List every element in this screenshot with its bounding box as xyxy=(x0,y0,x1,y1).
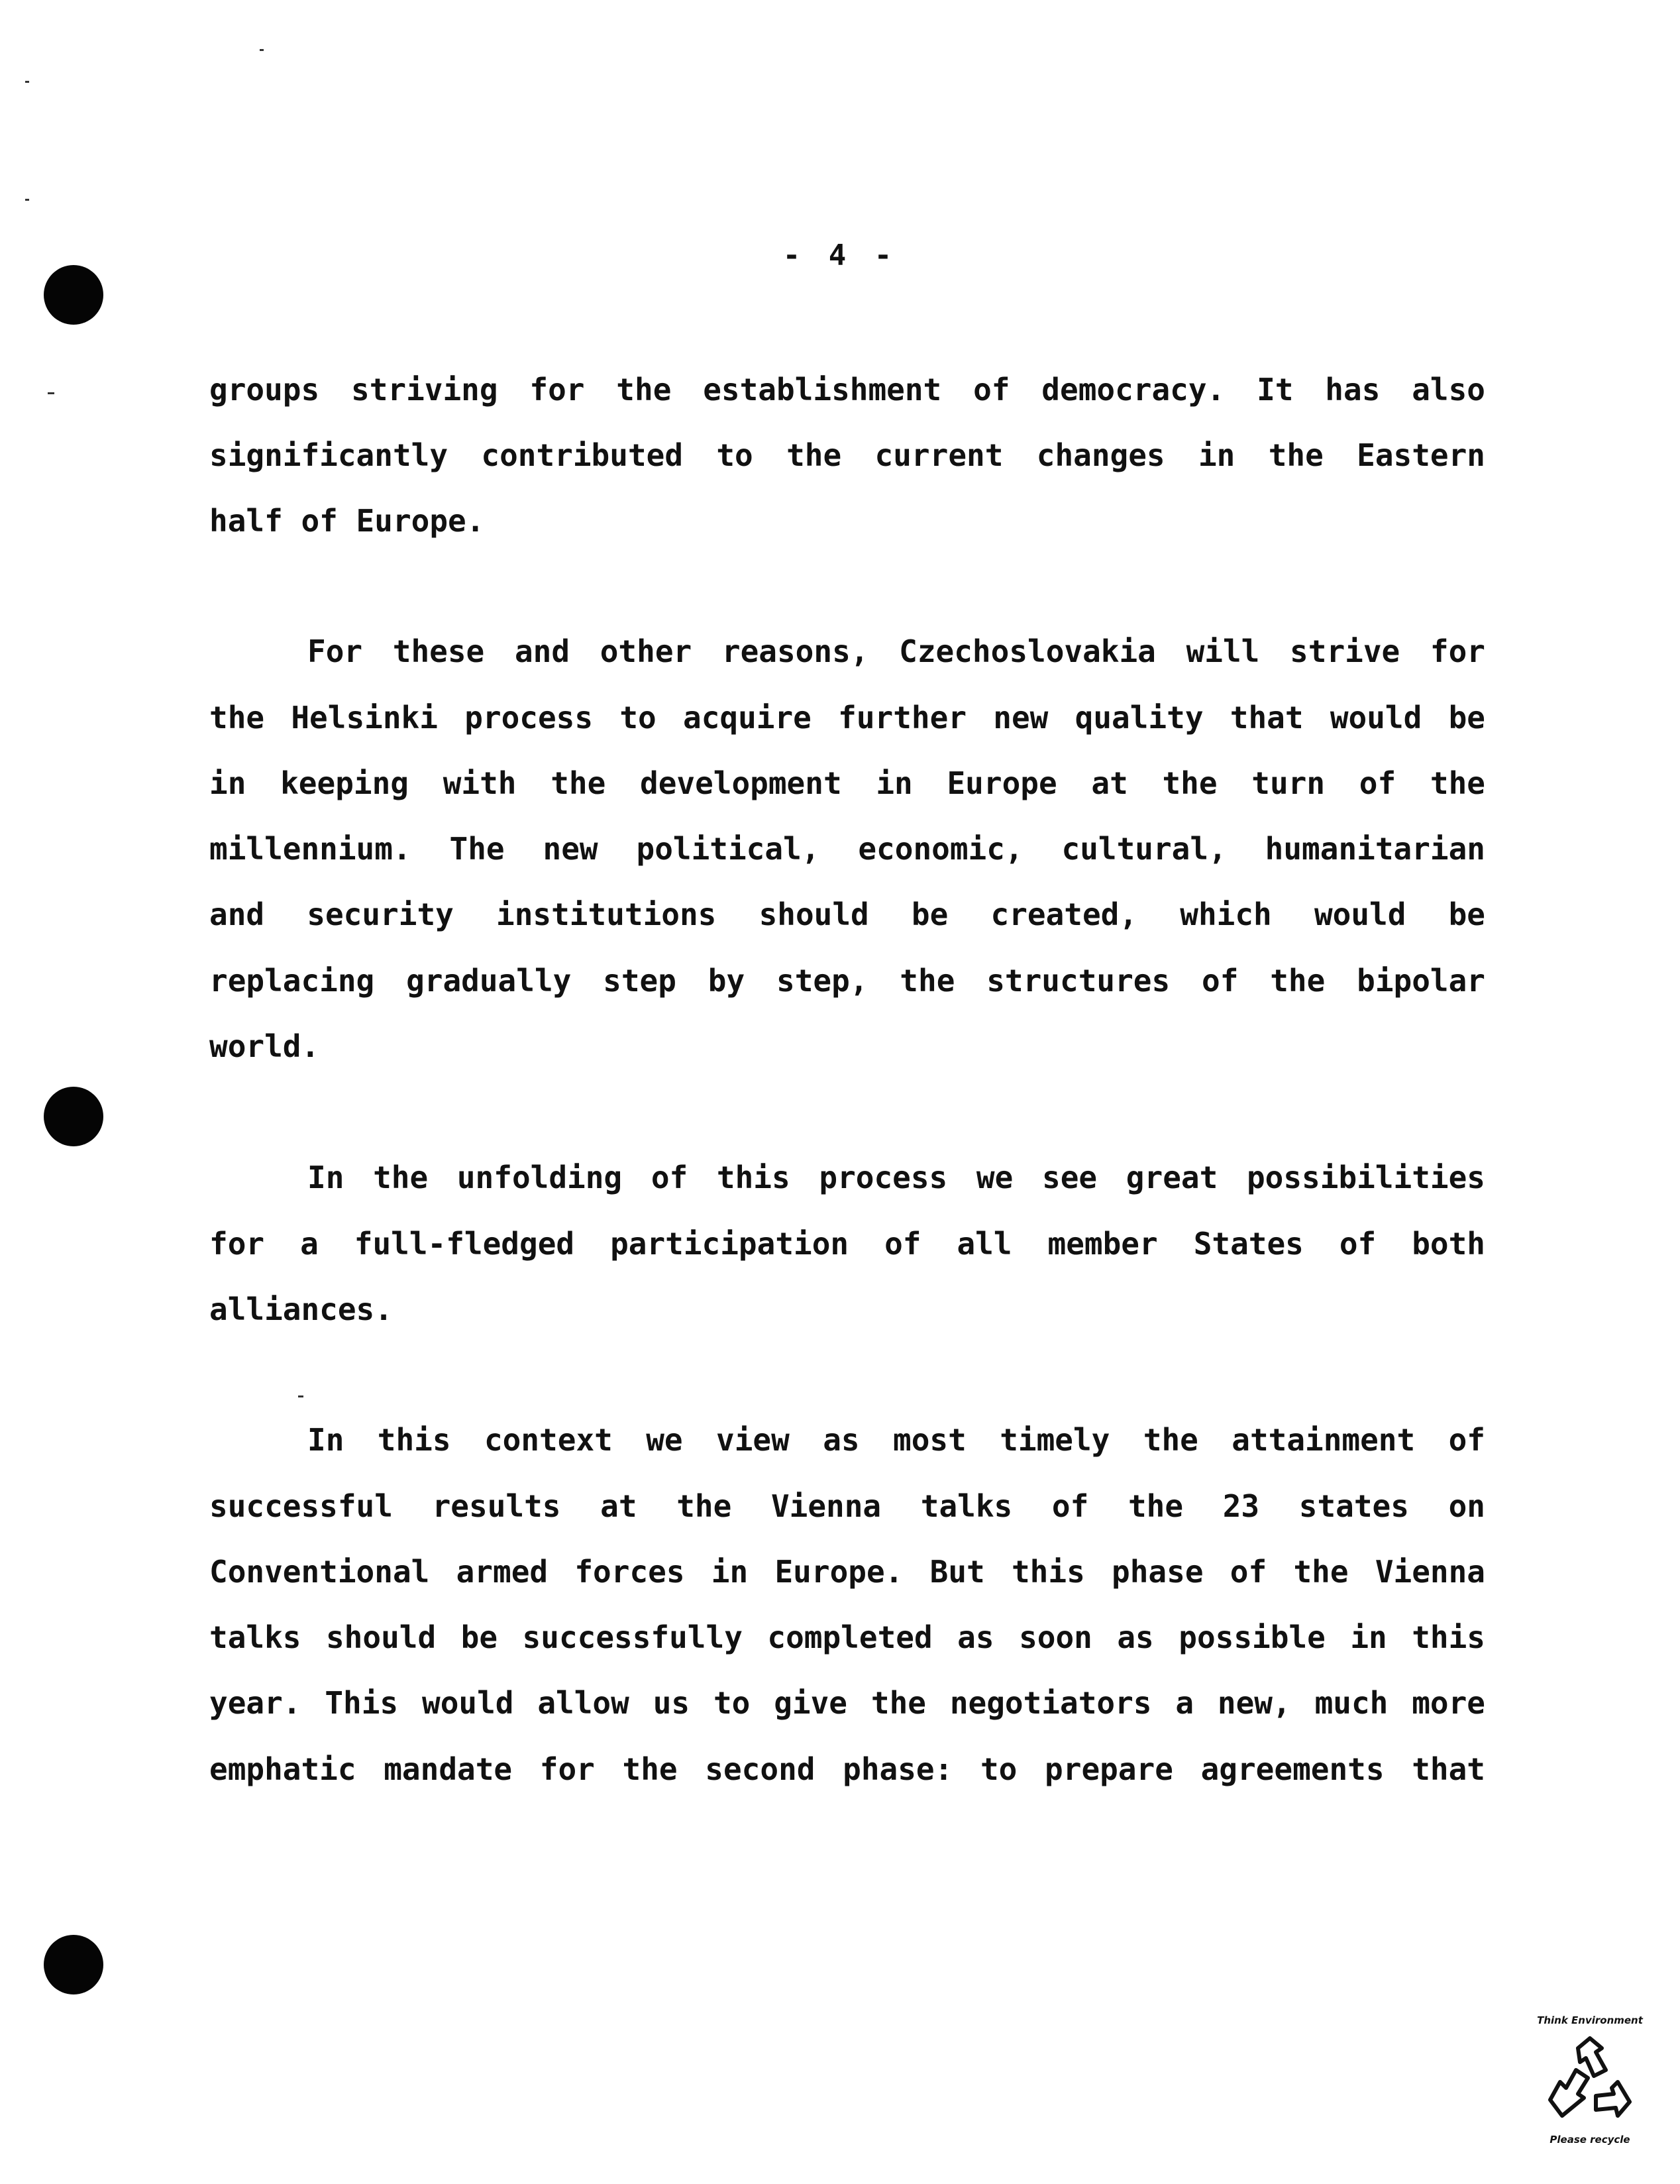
paragraph-2-line-4: millennium. The new political, economic, cultural, humanitarian xyxy=(209,831,1485,867)
paragraph-4-line-5: year. This would allow us to give the negotiators a new, much more xyxy=(209,1685,1485,1721)
paragraph-3-line-1: In the unfolding of this process we see great possibilities xyxy=(307,1160,1485,1195)
paragraph-4-line-3: Conventional armed forces in Europe. But this phase of the Vienna xyxy=(209,1554,1485,1590)
paragraph-1-line-2: significantly contributed to the current changes in the Eastern xyxy=(209,437,1485,473)
scan-speck xyxy=(25,199,29,201)
paragraph-1-line-3: half of Europe. xyxy=(209,503,485,539)
paragraph-2-line-1: For these and other reasons, Czechoslovakia will strive for xyxy=(307,633,1485,669)
paragraph-3-line-3: alliances. xyxy=(209,1291,393,1327)
recycle-logo-top-text: Think Environment xyxy=(1537,2014,1643,2026)
paragraph-2-line-3: in keeping with the development in Europe at the turn of the xyxy=(209,765,1485,801)
paragraph-4-line-2: successful results at the Vienna talks of the 23 states on xyxy=(209,1488,1485,1524)
punch-hole-bottom xyxy=(44,1935,103,1994)
punch-hole-middle xyxy=(44,1087,103,1146)
paragraph-3-line-2: for a full-fledged participation of all member States of both xyxy=(209,1226,1485,1262)
scan-speck xyxy=(25,81,29,83)
recycle-logo xyxy=(1524,2014,1656,2173)
paragraph-2-line-2: the Helsinki process to acquire further new quality that would be xyxy=(209,700,1485,736)
scan-speck xyxy=(298,1395,303,1397)
paragraph-4-line-4: talks should be successfully completed as soon as possible in this xyxy=(209,1619,1485,1655)
scan-speck xyxy=(260,49,264,51)
page-number: - 4 - xyxy=(782,239,898,272)
paragraph-4-line-6: emphatic mandate for the second phase: to prepare agreements that xyxy=(209,1751,1485,1787)
paragraph-2-line-6: replacing gradually step by step, the structures of the bipolar xyxy=(209,963,1485,999)
recycle-icon xyxy=(1540,2030,1640,2130)
scan-speck xyxy=(48,392,54,394)
punch-hole-top xyxy=(44,265,103,325)
recycle-logo-bottom-text: Please recycle xyxy=(1549,2134,1630,2146)
paragraph-1-line-1: groups striving for the establishment of democracy. It has also xyxy=(209,372,1485,408)
paragraph-2-line-5: and security institutions should be created, which would be xyxy=(209,897,1485,932)
paragraph-2-line-7: world. xyxy=(209,1028,320,1064)
paragraph-4-line-1: In this context we view as most timely the attainment of xyxy=(307,1422,1485,1458)
